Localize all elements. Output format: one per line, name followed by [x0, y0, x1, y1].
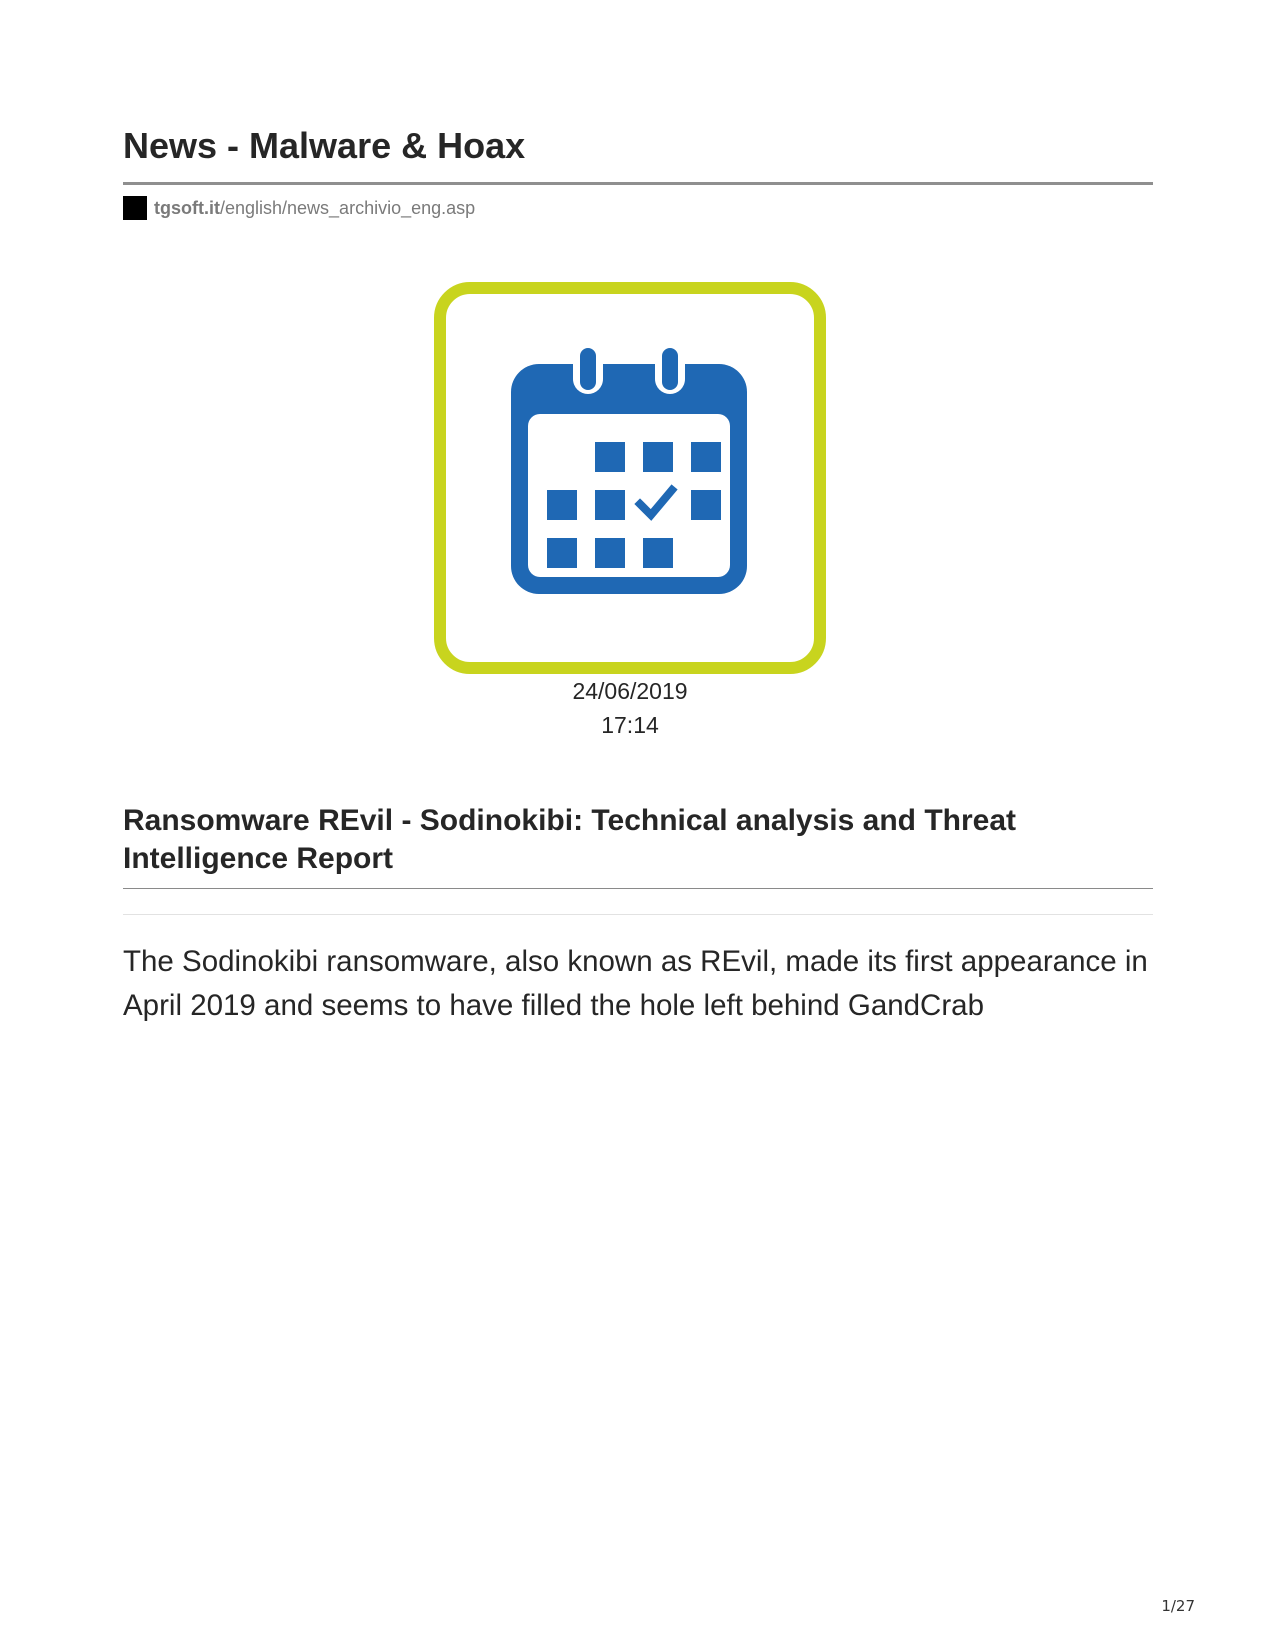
source-line[interactable] — [123, 196, 475, 220]
page-title: News - Malware & Hoax — [123, 125, 526, 166]
calendar-check-icon — [434, 282, 826, 674]
page-number: 1/27 — [1161, 1597, 1195, 1615]
article-summary: The Sodinokibi ransomware, also known as REvil, made its first appearance in April 2019 and seems to have filled the hole left behind GandCrab — [123, 945, 1148, 1022]
source-path[interactable]: /english/news_archivio_eng.asp — [219, 197, 476, 218]
source-domain[interactable]: tgsoft.it — [154, 197, 220, 218]
favicon-icon — [123, 196, 147, 220]
title-divider — [123, 182, 1153, 185]
article-title[interactable]: Ransomware REvil - Sodinokibi: Technical analysis and Threat Intelligence Report — [123, 804, 1017, 875]
publish-date: 24/06/2019 — [572, 678, 688, 704]
publish-datetime — [434, 674, 826, 742]
article-divider-light — [123, 914, 1153, 915]
article-divider — [123, 888, 1153, 889]
publish-time: 17:14 — [601, 712, 659, 738]
